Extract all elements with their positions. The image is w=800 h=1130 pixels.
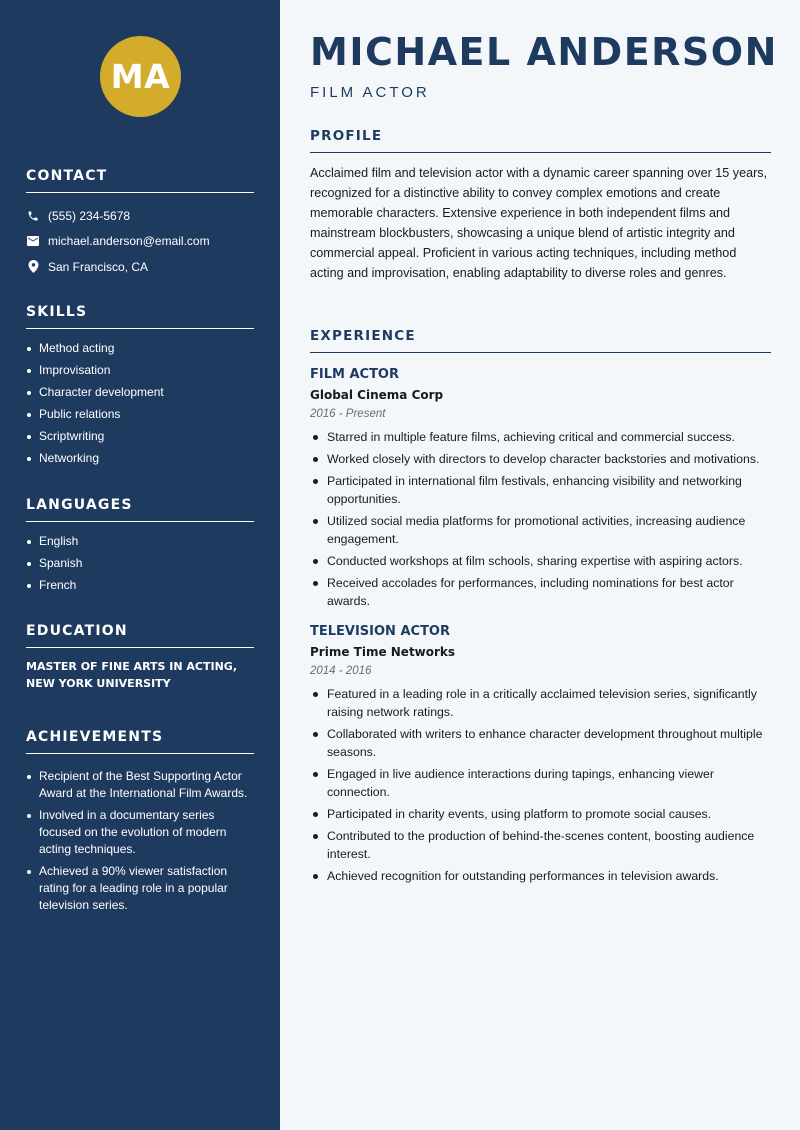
job-bullet: Starred in multiple feature films, achieving critical and commercial success.	[310, 428, 771, 446]
job-bullet: Collaborated with writers to enhance character development throughout multiple seasons.	[310, 725, 771, 761]
candidate-name: MICHAEL ANDERSON	[310, 30, 778, 74]
job-bullet: Featured in a leading role in a critically acclaimed television series, significantly raising network ratings.	[310, 685, 771, 721]
sidebar	[0, 0, 280, 1130]
achievement-item: Recipient of the Best Supporting Actor Award at the International Film Awards.	[26, 768, 254, 802]
experience-heading: EXPERIENCE	[310, 328, 771, 353]
contact-list	[26, 203, 254, 280]
languages-heading: LANGUAGES	[26, 497, 254, 522]
profile-text: Acclaimed film and television actor with a dynamic career spanning over 15 years, recognized for a distinctive ability to convey complex emotions and create memorable characters. Extensive experience in both independent films and mainstream blockbusters, showcasing a unique blend of artistic integrity and commercial appeal. Proficient in various acting techniques, including method acting and improvisation, enabling adaptability to diverse roles and genres.	[310, 166, 768, 280]
job-bullets	[310, 428, 771, 610]
contact-location-text: San Francisco, CA	[48, 259, 149, 274]
job-bullet: Conducted workshops at film schools, sharing expertise with aspiring actors.	[310, 552, 771, 570]
skill-item: Public relations	[26, 406, 254, 423]
phone-icon	[26, 209, 40, 223]
profile-heading: PROFILE	[310, 128, 771, 153]
languages-list	[26, 533, 254, 594]
contact-email	[26, 229, 254, 255]
skills-heading: SKILLS	[26, 304, 254, 329]
job-dates: 2014 - 2016	[310, 665, 372, 677]
job-entry	[310, 624, 771, 885]
location-pin-icon	[26, 260, 40, 274]
avatar	[100, 36, 181, 117]
avatar-initials: MA	[110, 57, 171, 96]
languages-section	[26, 497, 254, 599]
job-bullet: Received accolades for performances, including nominations for best actor awards.	[310, 574, 771, 610]
job-bullets	[310, 685, 771, 885]
education-heading: EDUCATION	[26, 623, 254, 648]
skill-item: Scriptwriting	[26, 428, 254, 445]
job-dates: 2016 - Present	[310, 408, 386, 420]
language-item: French	[26, 577, 254, 594]
skill-item: Character development	[26, 384, 254, 401]
profile-section	[310, 128, 771, 283]
achievements-heading: ACHIEVEMENTS	[26, 729, 254, 754]
language-item: English	[26, 533, 254, 550]
skill-item: Method acting	[26, 340, 254, 357]
job-title: TELEVISION ACTOR	[310, 624, 450, 639]
achievement-item: Achieved a 90% viewer satisfaction rating for a leading role in a popular television series.	[26, 863, 254, 914]
education-degree: MASTER OF FINE ARTS IN ACTING, NEW YORK UNIVERSITY	[26, 660, 238, 690]
job-entry	[310, 367, 771, 610]
skills-section	[26, 304, 254, 472]
contact-phone	[26, 203, 254, 229]
job-bullet: Utilized social media platforms for promotional activities, increasing audience engagement.	[310, 512, 771, 548]
contact-section	[26, 168, 254, 280]
job-bullet: Contributed to the production of behind-the-scenes content, boosting audience interest.	[310, 827, 771, 863]
job-bullet: Participated in charity events, using platform to promote social causes.	[310, 805, 771, 823]
job-company: Global Cinema Corp	[310, 388, 444, 402]
language-item: Spanish	[26, 555, 254, 572]
contact-location	[26, 254, 254, 280]
job-bullet: Participated in international film festivals, enhancing visibility and networking opportunities.	[310, 472, 771, 508]
email-icon	[26, 234, 40, 248]
contact-heading: CONTACT	[26, 168, 254, 193]
achievements-list	[26, 768, 254, 914]
contact-email-text: michael.anderson@email.com	[48, 234, 210, 249]
job-title: FILM ACTOR	[310, 367, 399, 382]
job-bullet: Engaged in live audience interactions during tapings, enhancing viewer connection.	[310, 765, 771, 801]
experience-section	[310, 328, 771, 889]
job-bullet: Worked closely with directors to develop character backstories and motivations.	[310, 450, 771, 468]
candidate-role: FILM ACTOR	[310, 84, 430, 101]
education-section	[26, 623, 254, 692]
skill-item: Improvisation	[26, 362, 254, 379]
achievements-section	[26, 729, 254, 919]
skill-item: Networking	[26, 450, 254, 467]
job-company: Prime Time Networks	[310, 645, 456, 659]
contact-phone-text: (555) 234-5678	[48, 208, 131, 223]
achievement-item: Involved in a documentary series focused on the evolution of modern acting techniques.	[26, 807, 254, 858]
skills-list	[26, 340, 254, 467]
job-bullet: Achieved recognition for outstanding performances in television awards.	[310, 867, 771, 885]
main-content	[280, 0, 800, 1130]
